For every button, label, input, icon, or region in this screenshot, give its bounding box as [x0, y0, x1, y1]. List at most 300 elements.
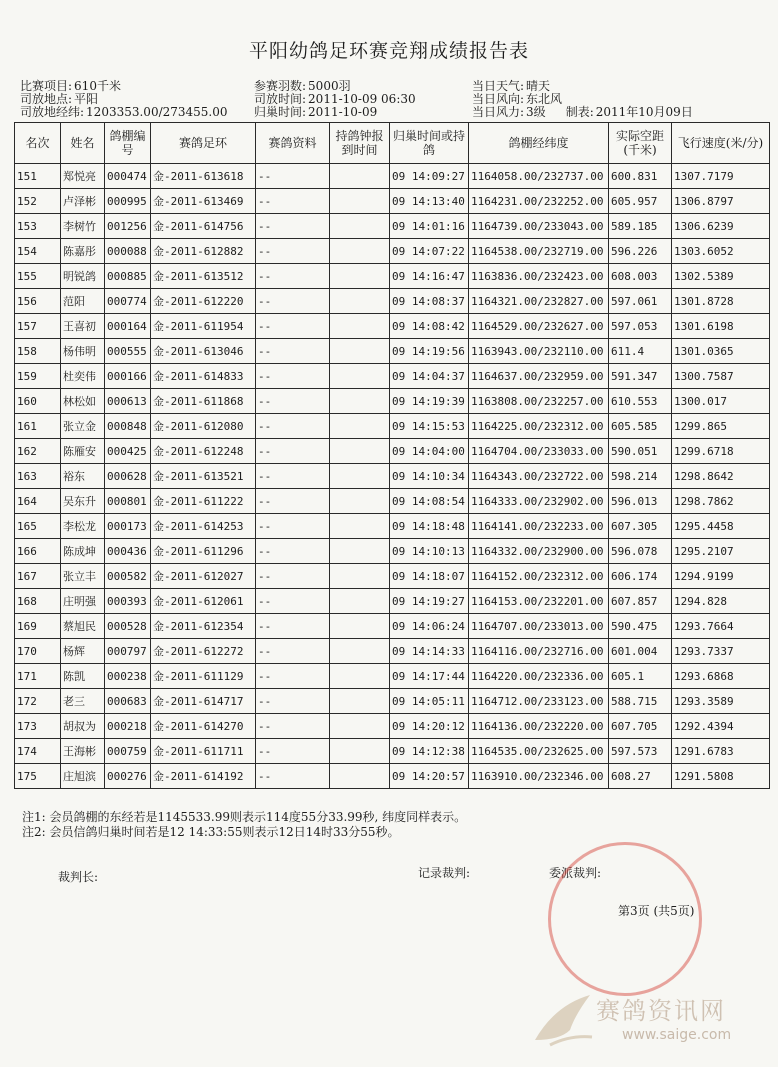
- made-date-label: 制表:: [565, 105, 594, 119]
- cell-rank: 154: [15, 239, 61, 264]
- entries-label: 参赛羽数:: [254, 79, 307, 93]
- cell-coords: 1164153.00/232201.00: [469, 589, 609, 614]
- cell-arrival: 09 14:17:44: [390, 664, 469, 689]
- cell-clock: [330, 314, 390, 339]
- cell-info: --: [256, 364, 330, 389]
- cell-arrival: 09 14:13:40: [390, 189, 469, 214]
- cell-distance: 596.226: [609, 239, 672, 264]
- cell-ring: 金-2011-612272: [151, 639, 256, 664]
- table-row: [15, 514, 770, 539]
- cell-distance: 597.053: [609, 314, 672, 339]
- cell-distance: 605.585: [609, 414, 672, 439]
- cell-rank: 171: [15, 664, 61, 689]
- cell-arrival: 09 14:14:33: [390, 639, 469, 664]
- cell-rank: 175: [15, 764, 61, 789]
- cell-ring: 金-2011-611129: [151, 664, 256, 689]
- cell-distance: 605.1: [609, 664, 672, 689]
- cell-info: --: [256, 564, 330, 589]
- cell-name: 陈凯: [61, 664, 105, 689]
- cell-clock: [330, 389, 390, 414]
- cell-ring: 金-2011-612027: [151, 564, 256, 589]
- cell-info: --: [256, 639, 330, 664]
- cell-clock: [330, 439, 390, 464]
- cell-rank: 169: [15, 614, 61, 639]
- cell-distance: 610.553: [609, 389, 672, 414]
- cell-arrival: 09 14:06:24: [390, 614, 469, 639]
- cell-arrival: 09 14:04:00: [390, 439, 469, 464]
- cell-ring: 金-2011-611711: [151, 739, 256, 764]
- cell-info: --: [256, 489, 330, 514]
- cell-coords: 1164739.00/233043.00: [469, 214, 609, 239]
- cell-speed: 1303.6052: [672, 239, 770, 264]
- cell-coords: 1163808.00/232257.00: [469, 389, 609, 414]
- race-info-middle: [254, 80, 416, 119]
- cell-info: --: [256, 264, 330, 289]
- cell-arrival: 09 14:04:37: [390, 364, 469, 389]
- cell-rank: 165: [15, 514, 61, 539]
- cell-rank: 164: [15, 489, 61, 514]
- cell-name: 杜奕伟: [61, 364, 105, 389]
- page-indicator: 第3页 (共5页): [618, 904, 695, 918]
- column-header: 持鸽钟报到时间: [330, 123, 390, 164]
- cell-info: --: [256, 539, 330, 564]
- chief-referee-label: 裁判长:: [58, 870, 99, 884]
- results-body: [15, 164, 770, 789]
- recording-referee-label: 记录裁判:: [418, 866, 471, 880]
- release-time-value: 2011-10-09 06:30: [308, 92, 416, 106]
- cell-coords: 1164712.00/233123.00: [469, 689, 609, 714]
- cell-name: 王海彬: [61, 739, 105, 764]
- table-row: [15, 539, 770, 564]
- cell-rank: 170: [15, 639, 61, 664]
- cell-rank: 155: [15, 264, 61, 289]
- weather-label: 当日天气:: [472, 79, 525, 93]
- cell-info: --: [256, 214, 330, 239]
- cell-coords: 1164141.00/232233.00: [469, 514, 609, 539]
- watermark-url: www.saige.com: [622, 1027, 732, 1043]
- cell-ring: 金-2011-613521: [151, 464, 256, 489]
- cell-loft: 000759: [105, 739, 151, 764]
- table-row: [15, 739, 770, 764]
- cell-speed: 1293.7337: [672, 639, 770, 664]
- cell-distance: 597.573: [609, 739, 672, 764]
- cell-distance: 608.003: [609, 264, 672, 289]
- cell-loft: 000628: [105, 464, 151, 489]
- cell-info: --: [256, 464, 330, 489]
- cell-distance: 589.185: [609, 214, 672, 239]
- appointed-referee-label: 委派裁判:: [549, 866, 602, 880]
- cell-clock: [330, 364, 390, 389]
- cell-rank: 160: [15, 389, 61, 414]
- table-row: [15, 689, 770, 714]
- cell-loft: 000425: [105, 439, 151, 464]
- cell-info: --: [256, 414, 330, 439]
- cell-ring: 金-2011-613469: [151, 189, 256, 214]
- cell-arrival: 09 14:12:38: [390, 739, 469, 764]
- cell-speed: 1306.8797: [672, 189, 770, 214]
- pigeon-icon: [530, 985, 600, 1055]
- return-time-value: 2011-10-09: [308, 105, 378, 119]
- cell-speed: 1300.7587: [672, 364, 770, 389]
- cell-speed: 1299.865: [672, 414, 770, 439]
- cell-name: 李松龙: [61, 514, 105, 539]
- table-row: [15, 489, 770, 514]
- cell-speed: 1298.7862: [672, 489, 770, 514]
- cell-name: 陈成坤: [61, 539, 105, 564]
- wind-force-value: 3级: [526, 105, 546, 119]
- column-header: 赛鸽资料: [256, 123, 330, 164]
- cell-distance: 601.004: [609, 639, 672, 664]
- column-header: 鸽棚经纬度: [469, 123, 609, 164]
- cell-info: --: [256, 514, 330, 539]
- table-row: [15, 414, 770, 439]
- cell-info: --: [256, 689, 330, 714]
- cell-coords: 1164321.00/232827.00: [469, 289, 609, 314]
- cell-loft: 000166: [105, 364, 151, 389]
- cell-clock: [330, 239, 390, 264]
- table-row: [15, 564, 770, 589]
- cell-loft: 000528: [105, 614, 151, 639]
- cell-info: --: [256, 714, 330, 739]
- cell-coords: 1164707.00/233013.00: [469, 614, 609, 639]
- table-row: [15, 714, 770, 739]
- table-row: [15, 614, 770, 639]
- release-place-label: 司放地点:: [20, 92, 73, 106]
- table-row: [15, 439, 770, 464]
- cell-rank: 153: [15, 214, 61, 239]
- cell-clock: [330, 764, 390, 789]
- table-header-row: [15, 123, 770, 164]
- table-row: [15, 264, 770, 289]
- column-header: 飞行速度(米/分): [672, 123, 770, 164]
- cell-name: 张立金: [61, 414, 105, 439]
- cell-loft: 000218: [105, 714, 151, 739]
- table-row: [15, 239, 770, 264]
- cell-coords: 1164538.00/232719.00: [469, 239, 609, 264]
- cell-distance: 598.214: [609, 464, 672, 489]
- table-row: [15, 289, 770, 314]
- cell-arrival: 09 14:10:34: [390, 464, 469, 489]
- cell-coords: 1164116.00/232716.00: [469, 639, 609, 664]
- cell-rank: 159: [15, 364, 61, 389]
- cell-speed: 1295.4458: [672, 514, 770, 539]
- cell-speed: 1294.828: [672, 589, 770, 614]
- cell-speed: 1302.5389: [672, 264, 770, 289]
- cell-info: --: [256, 739, 330, 764]
- cell-distance: 608.27: [609, 764, 672, 789]
- cell-name: 范阳: [61, 289, 105, 314]
- cell-loft: 000436: [105, 539, 151, 564]
- cell-distance: 588.715: [609, 689, 672, 714]
- footnote: 注1: 会员鸽棚的东经若是1145533.99则表示114度55分33.99秒, 纬度同样表示。: [22, 810, 467, 824]
- cell-loft: 000801: [105, 489, 151, 514]
- table-row: [15, 664, 770, 689]
- cell-clock: [330, 664, 390, 689]
- cell-rank: 163: [15, 464, 61, 489]
- cell-info: --: [256, 664, 330, 689]
- cell-arrival: 09 14:16:47: [390, 264, 469, 289]
- cell-name: 胡叔为: [61, 714, 105, 739]
- cell-ring: 金-2011-613512: [151, 264, 256, 289]
- release-time-label: 司放时间:: [254, 92, 307, 106]
- column-header: 鸽棚编号: [105, 123, 151, 164]
- cell-clock: [330, 414, 390, 439]
- cell-rank: 158: [15, 339, 61, 364]
- cell-loft: 000995: [105, 189, 151, 214]
- cell-speed: 1291.6783: [672, 739, 770, 764]
- release-coords-label: 司放地经纬:: [20, 105, 85, 119]
- cell-ring: 金-2011-614756: [151, 214, 256, 239]
- cell-loft: 001256: [105, 214, 151, 239]
- cell-distance: 600.831: [609, 164, 672, 189]
- cell-clock: [330, 289, 390, 314]
- cell-clock: [330, 339, 390, 364]
- cell-rank: 168: [15, 589, 61, 614]
- table-row: [15, 314, 770, 339]
- race-info-left: [20, 80, 228, 119]
- cell-info: --: [256, 614, 330, 639]
- cell-coords: 1164637.00/232959.00: [469, 364, 609, 389]
- table-row: [15, 214, 770, 239]
- cell-arrival: 09 14:08:37: [390, 289, 469, 314]
- return-time-label: 归巢时间:: [254, 105, 307, 119]
- cell-speed: 1307.7179: [672, 164, 770, 189]
- table-row: [15, 639, 770, 664]
- cell-speed: 1298.8642: [672, 464, 770, 489]
- cell-ring: 金-2011-612080: [151, 414, 256, 439]
- cell-loft: 000683: [105, 689, 151, 714]
- cell-clock: [330, 739, 390, 764]
- cell-info: --: [256, 339, 330, 364]
- cell-speed: 1301.0365: [672, 339, 770, 364]
- cell-coords: 1163836.00/232423.00: [469, 264, 609, 289]
- cell-clock: [330, 689, 390, 714]
- cell-loft: 000474: [105, 164, 151, 189]
- official-seal: [548, 842, 702, 996]
- wind-force-label: 当日风力:: [472, 105, 525, 119]
- cell-info: --: [256, 764, 330, 789]
- table-row: [15, 189, 770, 214]
- cell-distance: 590.475: [609, 614, 672, 639]
- weather-value: 晴天: [526, 79, 551, 93]
- cell-name: 陈嘉彤: [61, 239, 105, 264]
- cell-speed: 1293.7664: [672, 614, 770, 639]
- cell-arrival: 09 14:08:54: [390, 489, 469, 514]
- cell-arrival: 09 14:10:13: [390, 539, 469, 564]
- cell-coords: 1164058.00/232737.00: [469, 164, 609, 189]
- cell-ring: 金-2011-614833: [151, 364, 256, 389]
- watermark-text: 赛鸽资讯网: [596, 997, 726, 1025]
- cell-rank: 166: [15, 539, 61, 564]
- table-row: [15, 364, 770, 389]
- cell-loft: 000164: [105, 314, 151, 339]
- race-label: 比赛项目:: [20, 79, 73, 93]
- cell-coords: 1164152.00/232312.00: [469, 564, 609, 589]
- cell-name: 杨辉: [61, 639, 105, 664]
- cell-speed: 1291.5808: [672, 764, 770, 789]
- cell-rank: 174: [15, 739, 61, 764]
- cell-speed: 1306.6239: [672, 214, 770, 239]
- cell-clock: [330, 639, 390, 664]
- column-header: 实际空距(千米): [609, 123, 672, 164]
- cell-coords: 1164136.00/232220.00: [469, 714, 609, 739]
- cell-distance: 605.957: [609, 189, 672, 214]
- cell-coords: 1164225.00/232312.00: [469, 414, 609, 439]
- cell-rank: 172: [15, 689, 61, 714]
- cell-distance: 596.078: [609, 539, 672, 564]
- cell-ring: 金-2011-611954: [151, 314, 256, 339]
- cell-coords: 1163943.00/232110.00: [469, 339, 609, 364]
- cell-loft: 000582: [105, 564, 151, 589]
- table-row: [15, 339, 770, 364]
- release-coords-value: 1203353.00/273455.00: [86, 105, 228, 119]
- column-header: 归巢时间或持鸽: [390, 123, 469, 164]
- cell-arrival: 09 14:19:27: [390, 589, 469, 614]
- cell-distance: 607.305: [609, 514, 672, 539]
- cell-clock: [330, 264, 390, 289]
- cell-arrival: 09 14:05:11: [390, 689, 469, 714]
- footnote: 注2: 会员信鸽归巢时间若是12 14:33:55则表示12日14时33分55秒。: [22, 825, 400, 839]
- cell-clock: [330, 589, 390, 614]
- cell-clock: [330, 614, 390, 639]
- cell-info: --: [256, 439, 330, 464]
- cell-ring: 金-2011-611222: [151, 489, 256, 514]
- wind-direction-label: 当日风向:: [472, 92, 525, 106]
- cell-clock: [330, 464, 390, 489]
- cell-clock: [330, 514, 390, 539]
- cell-arrival: 09 14:01:16: [390, 214, 469, 239]
- cell-loft: 000848: [105, 414, 151, 439]
- column-header: 姓名: [61, 123, 105, 164]
- wind-direction-value: 东北风: [526, 92, 563, 106]
- cell-loft: 000276: [105, 764, 151, 789]
- cell-clock: [330, 714, 390, 739]
- cell-loft: 000393: [105, 589, 151, 614]
- cell-name: 王喜初: [61, 314, 105, 339]
- cell-speed: 1293.3589: [672, 689, 770, 714]
- cell-name: 庄明强: [61, 589, 105, 614]
- cell-ring: 金-2011-611296: [151, 539, 256, 564]
- cell-ring: 金-2011-613618: [151, 164, 256, 189]
- cell-ring: 金-2011-614253: [151, 514, 256, 539]
- cell-distance: 606.174: [609, 564, 672, 589]
- cell-arrival: 09 14:09:27: [390, 164, 469, 189]
- cell-distance: 590.051: [609, 439, 672, 464]
- cell-arrival: 09 14:18:07: [390, 564, 469, 589]
- results-table: [14, 122, 770, 789]
- column-header: 赛鸽足环: [151, 123, 256, 164]
- cell-clock: [330, 164, 390, 189]
- cell-arrival: 09 14:19:56: [390, 339, 469, 364]
- cell-distance: 607.705: [609, 714, 672, 739]
- made-date-value: 2011年10月09日: [595, 105, 693, 119]
- cell-arrival: 09 14:08:42: [390, 314, 469, 339]
- cell-loft: 000885: [105, 264, 151, 289]
- cell-distance: 611.4: [609, 339, 672, 364]
- table-row: [15, 464, 770, 489]
- cell-distance: 591.347: [609, 364, 672, 389]
- cell-loft: 000774: [105, 289, 151, 314]
- cell-ring: 金-2011-612061: [151, 589, 256, 614]
- cell-rank: 161: [15, 414, 61, 439]
- cell-arrival: 09 14:20:12: [390, 714, 469, 739]
- cell-ring: 金-2011-614192: [151, 764, 256, 789]
- cell-loft: 000088: [105, 239, 151, 264]
- cell-loft: 000238: [105, 664, 151, 689]
- cell-arrival: 09 14:18:48: [390, 514, 469, 539]
- cell-distance: 596.013: [609, 489, 672, 514]
- cell-coords: 1164535.00/232625.00: [469, 739, 609, 764]
- cell-rank: 156: [15, 289, 61, 314]
- cell-info: --: [256, 314, 330, 339]
- release-place-value: 平阳: [74, 92, 99, 106]
- cell-name: 裕东: [61, 464, 105, 489]
- cell-speed: 1294.9199: [672, 564, 770, 589]
- cell-rank: 152: [15, 189, 61, 214]
- cell-distance: 607.857: [609, 589, 672, 614]
- cell-ring: 金-2011-612220: [151, 289, 256, 314]
- cell-coords: 1163910.00/232346.00: [469, 764, 609, 789]
- table-row: [15, 589, 770, 614]
- cell-coords: 1164343.00/232722.00: [469, 464, 609, 489]
- cell-info: --: [256, 589, 330, 614]
- watermark-logo: [530, 985, 770, 1055]
- cell-name: 蔡旭民: [61, 614, 105, 639]
- table-row: [15, 164, 770, 189]
- cell-coords: 1164333.00/232902.00: [469, 489, 609, 514]
- cell-ring: 金-2011-612882: [151, 239, 256, 264]
- cell-name: 庄旭滨: [61, 764, 105, 789]
- cell-arrival: 09 14:19:39: [390, 389, 469, 414]
- cell-rank: 162: [15, 439, 61, 464]
- table-row: [15, 764, 770, 789]
- report-title: 平阳幼鸽足环赛竞翔成绩报告表: [248, 40, 529, 62]
- race-value: 610千米: [74, 79, 121, 93]
- cell-ring: 金-2011-614717: [151, 689, 256, 714]
- cell-clock: [330, 189, 390, 214]
- cell-rank: 157: [15, 314, 61, 339]
- cell-name: 明锐鸽: [61, 264, 105, 289]
- cell-name: 卢泽彬: [61, 189, 105, 214]
- cell-rank: 173: [15, 714, 61, 739]
- cell-info: --: [256, 389, 330, 414]
- cell-coords: 1164220.00/232336.00: [469, 664, 609, 689]
- cell-info: --: [256, 189, 330, 214]
- cell-name: 老三: [61, 689, 105, 714]
- cell-name: 杨伟明: [61, 339, 105, 364]
- cell-name: 林松如: [61, 389, 105, 414]
- cell-clock: [330, 489, 390, 514]
- cell-name: 李树竹: [61, 214, 105, 239]
- cell-info: --: [256, 289, 330, 314]
- cell-info: --: [256, 239, 330, 264]
- cell-name: 张立丰: [61, 564, 105, 589]
- cell-arrival: 09 14:15:53: [390, 414, 469, 439]
- cell-loft: 000555: [105, 339, 151, 364]
- cell-coords: 1164231.00/232252.00: [469, 189, 609, 214]
- cell-coords: 1164332.00/232900.00: [469, 539, 609, 564]
- cell-speed: 1295.2107: [672, 539, 770, 564]
- cell-name: 陈雁安: [61, 439, 105, 464]
- cell-speed: 1300.017: [672, 389, 770, 414]
- cell-coords: 1164529.00/232627.00: [469, 314, 609, 339]
- cell-arrival: 09 14:07:22: [390, 239, 469, 264]
- cell-loft: 000613: [105, 389, 151, 414]
- footnotes: [22, 810, 466, 840]
- cell-speed: 1299.6718: [672, 439, 770, 464]
- cell-clock: [330, 214, 390, 239]
- cell-rank: 167: [15, 564, 61, 589]
